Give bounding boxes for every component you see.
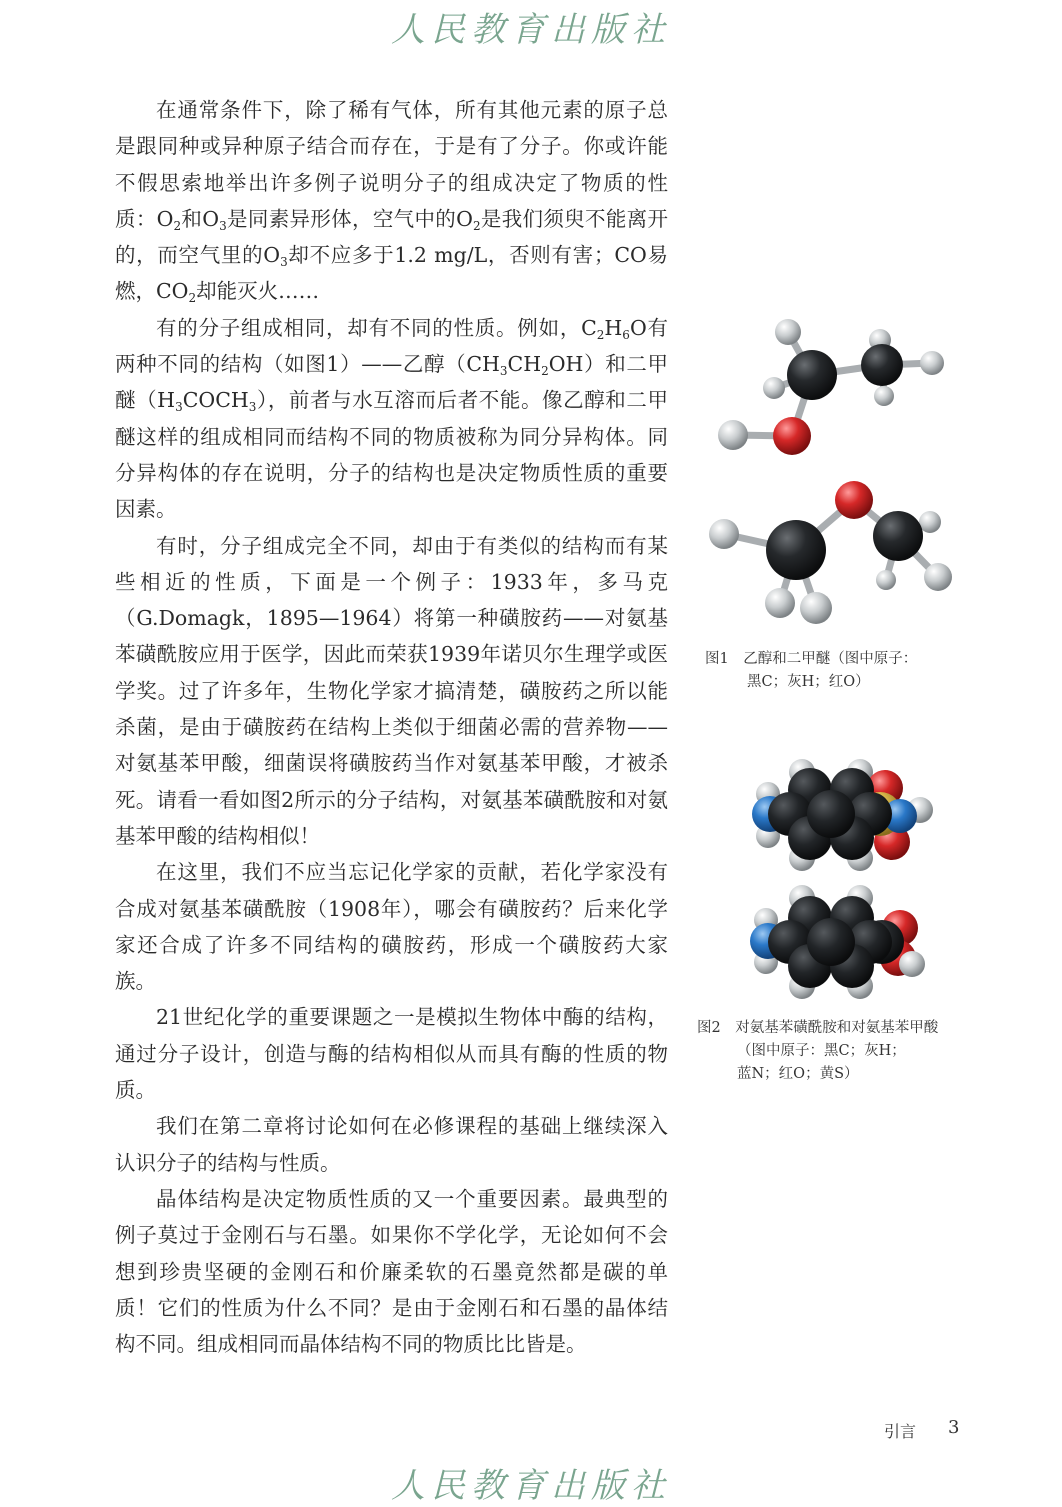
ethanol-model (718, 319, 944, 455)
page-number: 3 (948, 1417, 960, 1438)
p-aminobenzoic-acid-model (750, 885, 925, 999)
figure-1-molecule-models (700, 310, 970, 635)
publisher-watermark-bottom: 人民教育出版社 (391, 1466, 671, 1506)
figure-2-caption-line: （图中原子：黑C；灰H； (737, 1043, 906, 1059)
sulfanilamide-model (752, 759, 933, 871)
figure-1-caption-line: 图1 乙醇和二甲醚（图中原子： (705, 651, 918, 667)
paragraph: 有的分子组成相同，却有不同的性质。例如，$C_2H_6O$有两种不同的结构（如图1）——乙醇$(CH_3CH_2OH)$和二甲醚$(H_3COCH_3)$，前者与水互溶而后者不能。像乙醇和二甲醚这样的组成相同而结构不同的物质被称为同分异构体。同分异构体的存在说明，分子的结构也是决定物质性质的重要因素。 (115, 315, 669, 522)
paragraph: 在通常条件下，除了稀有气体，所有其他元素的原子总是跟同种或异种原子结合而存在，于是有了分子。你或许能不假思索地举出许多例子说明分子的组成决定了物质的性质：$O_2$和$O_3$是同素异形体，空气中的$O_2$是我们须臾不能离开的，而空气里的$O_3$却不应多于1.2 mg/L，否则有害；CO易燃，$CO_2$却能灭火…… (115, 98, 669, 306)
section-label: 引言 (884, 1422, 917, 1441)
paragraph: 在这里，我们不应当忘记化学家的贡献，若化学家没有合成对氨基苯磺酰胺（1908年），哪会有磺胺药？后来化学家还合成了许多不同结构的磺胺药，形成一个磺胺药大家族。 (115, 860, 668, 994)
paragraph: 有时，分子组成完全不同，却由于有类似的结构而有某些相近的性质，下面是一个例子：1933年，多马克（G.Domagk，1895—1964）将第一种磺胺药——对氨基苯磺酰胺应用于医学，因此而荣获1939年诺贝尔生理学或医学奖。过了许多年，生物化学家才搞清楚，磺胺药之所以能杀菌，是由于磺胺药在结构上类似于细菌必需的营养物——对氨基苯甲酸，细菌误将磺胺药当作对氨基苯甲酸，才被杀死。请看一看如图2所示的分子结构，对氨基苯磺酰胺和对氨基苯甲酸的结构相似！ (115, 533, 668, 848)
figure-2-caption (697, 1017, 997, 1086)
paragraph: 21世纪化学的重要课题之一是模拟生物体中酶的结构，通过分子设计，创造与酶的结构相似从而具有酶的性质的物质。 (115, 1005, 668, 1103)
figure-1-caption-line: 黑C；灰H；红O） (747, 674, 870, 690)
figure-2-caption-line: 图2 对氨基苯磺酰胺和对氨基苯甲酸 (697, 1020, 939, 1036)
paragraph: 晶体结构是决定物质性质的又一个重要因素。最典型的例子莫过于金刚石与石墨。如果你不学化学，无论如何不会想到珍贵坚硬的金刚石和价廉柔软的石墨竟然都是碳的单质！它们的性质为什么不同？是由于金刚石和石墨的晶体结构不同。组成相同而晶体结构不同的物质比比皆是。 (115, 1186, 668, 1357)
figure-2-molecule-models (740, 750, 945, 1010)
figure-1-caption (705, 648, 985, 694)
body-text (115, 92, 668, 1362)
figure-2-caption-line: 蓝N；红O；黄S） (737, 1066, 859, 1082)
dimethyl-ether-model (709, 481, 952, 624)
publisher-watermark-top: 人民教育出版社 (391, 10, 671, 50)
paragraph: 我们在第二章将讨论如何在必修课程的基础上继续深入认识分子的结构与性质。 (115, 1114, 668, 1175)
